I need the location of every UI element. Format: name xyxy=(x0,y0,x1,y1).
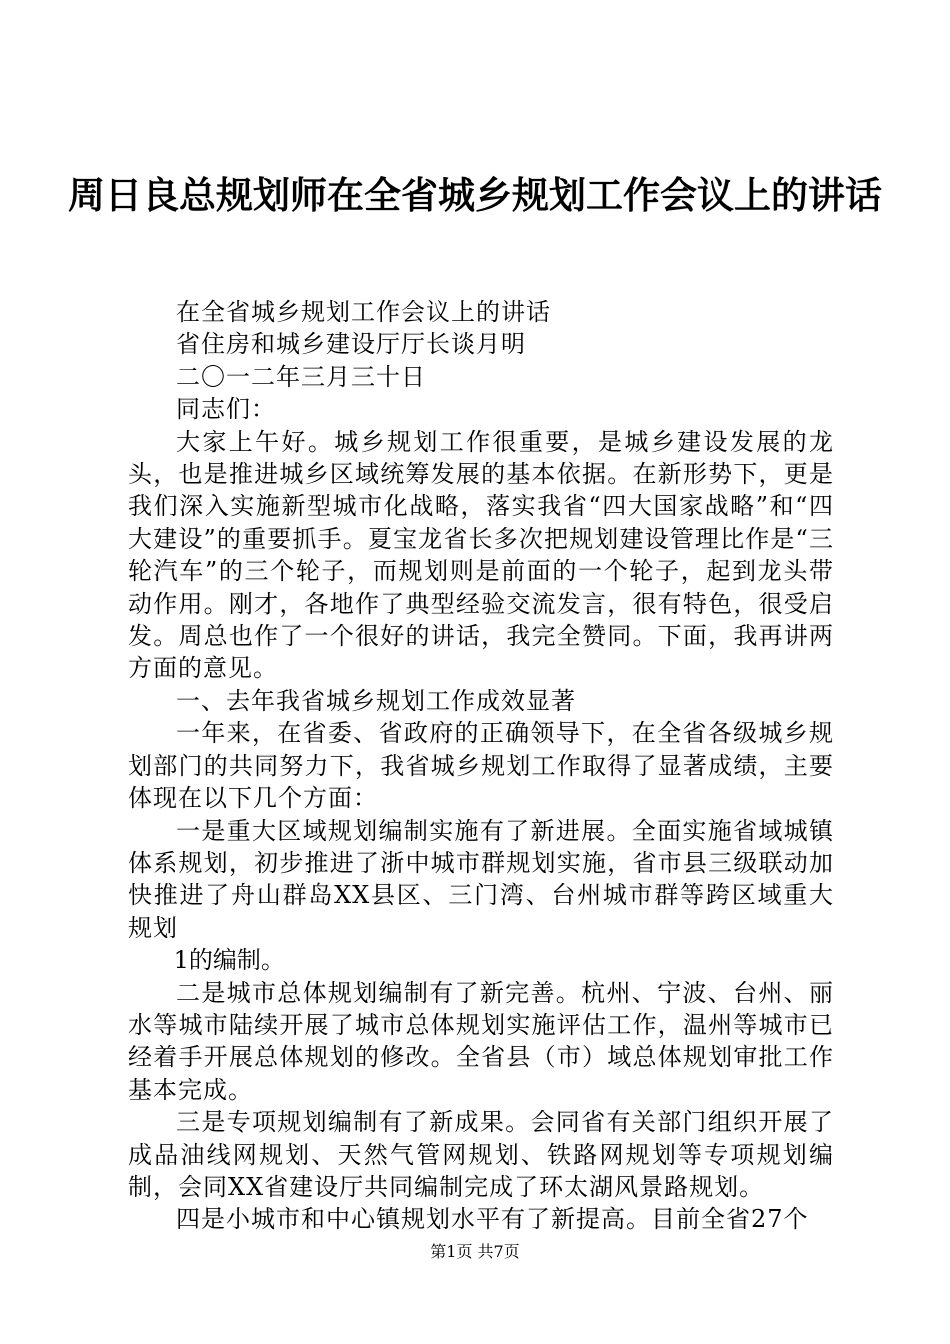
body-paragraph: 二是城市总体规划编制有了新完善。杭州、宁波、台州、丽水等城市陆续开展了城市总体规划实施评估工作，温州等城市已经着手开展总体规划的修改。全省县（市）域总体规划审批工作基本完成。 xyxy=(128,978,834,1104)
document-body xyxy=(128,296,834,1236)
body-paragraph: 一是重大区域规划编制实施有了新进展。全面实施省域城镇体系规划，初步推进了浙中城市群规划实施，省市县三级联动加快推进了舟山群岛XX县区、三门湾、台州城市群等跨区域重大规划 xyxy=(128,816,834,942)
salutation-line: 同志们： xyxy=(176,395,276,424)
date-line: 二〇一二年三月三十日 xyxy=(176,362,426,391)
body-paragraph: 大家上午好。城乡规划工作很重要，是城乡建设发展的龙头，也是推进城乡区域统筹发展的基本依据。在新形势下，更是我们深入实施新型城市化战略，落实我省“四大国家战略”和“四大建设”的重要抓手。夏宝龙省长多次把规划建设管理比作是“三轮汽车”的三个轮子，而规划则是前面的一个轮子，起到龙头带动作用。刚才，各地作了典型经验交流发言，很有特色，很受启发。周总也作了一个很好的讲话，我完全赞同。下面，我再讲两方面的意见。 xyxy=(128,427,834,683)
body-paragraph: 一年来，在省委、省政府的正确领导下，在全省各级城乡规划部门的共同努力下，我省城乡规划工作取得了显著成绩，主要体现在以下几个方面： xyxy=(128,719,834,813)
document-title: 周日良总规划师在全省城乡规划工作会议上的讲话 xyxy=(68,174,882,217)
body-paragraph: 三是专项规划编制有了新成果。会同省有关部门组织开展了成品油线网规划、天然气管网规划、铁路网规划等专项规划编制，会同XX省建设厅共同编制完成了环太湖风景路规划。 xyxy=(128,1108,834,1201)
body-paragraph: 四是小城市和中心镇规划水平有了新提高。目前全省27个 xyxy=(176,1205,809,1234)
page-footer: 第1页 共7页 xyxy=(430,1242,520,1261)
speaker-line: 省住房和城乡建设厅厅长谈月明 xyxy=(176,330,526,359)
section-heading: 一、去年我省城乡规划工作成效显著 xyxy=(176,686,576,715)
body-paragraph: 1的编制。 xyxy=(173,946,285,975)
subtitle-line: 在全省城乡规划工作会议上的讲话 xyxy=(176,298,551,326)
